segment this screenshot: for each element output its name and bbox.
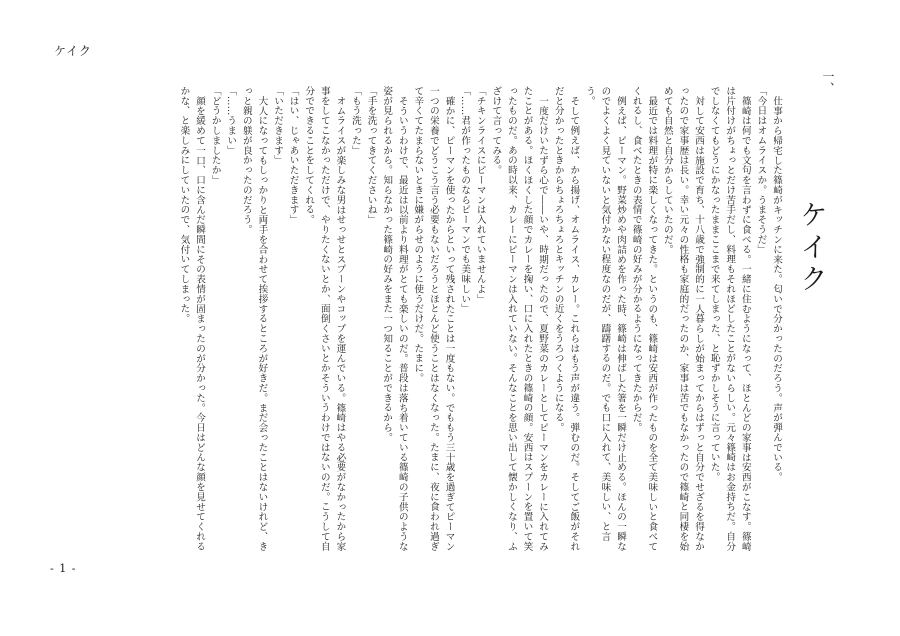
paragraph: 対して安西は施設で育ち、十八歳で強制的に一人暮らしが始まってからはずっと自分でせざるを得なかったので家事歴は長い。幸い元々の性格も家庭的だったのか、家事は苦でもなかったので篠崎と同棲を始めても自然と自分からしていたのだ。 bbox=[661, 86, 705, 552]
paragraph: 顔を緩めて一口、口に含んだ瞬間にその表情が固まったのが分かった。今日はどんな顔を見せてくれるかな、と楽しみにしていたので、気付いてしまった。 bbox=[178, 86, 206, 551]
paragraph: オムライスが楽しみな男はせっせとスプーンやコップを運んでいる。篠崎はやる必要がなかったから家事をしてこなかっただけで、やりたくないとか、面倒くさいとかそういうわけではないのだ。こうして自分でできることをしてくれる。 bbox=[303, 86, 346, 552]
dialogue-line: 「……うまい」 bbox=[225, 86, 237, 156]
body-text bbox=[104, 86, 784, 556]
dialogue-line: 「はい、じゃあいただきます」 bbox=[287, 86, 299, 225]
chapter-title: ケイク bbox=[796, 200, 829, 296]
dialogue-line: 「今日はオムライスか。うまそうだ」 bbox=[755, 86, 767, 255]
paragraph: 例えば、ピーマン。野菜炒めや肉詰めを作った時、篠崎は伸ばした箸を一瞬だけ止める。ほんの一瞬なのでよくよく見ていないと気付かない程度なのだが、躊躇するのだ。でも口に入れて、美味しい、と言う。 bbox=[583, 86, 627, 551]
dialogue-line: 「どうかしましたか」 bbox=[209, 86, 221, 185]
paragraph: 確かに、ピーマンを使ったからといって残されたことは一度もない。でももう三十歳を過ぎてピーマン一つの栄養でどうこう言う必要もないだろうとほとんど使うことはなくなった。たまに、夜に食われ過ぎて辛くてたまらないときに嫌がらせのように使うだけだ。たまに。 bbox=[412, 86, 455, 552]
paragraph: 仕事から帰宅した篠崎がキッチンに来た。匂いで分かったのだろう。声が弾んでいる。 bbox=[771, 95, 782, 482]
paragraph: そういうわけで、最近は以前より料理がとても楽しいのだ。普段は落ち着いている篠崎の子供のような姿が見られるから。知らなかった篠崎の好みをまた一つ知ることができるから。 bbox=[381, 86, 408, 551]
dialogue-line: 「チキンライスにピーマンは入れていませんよ」 bbox=[474, 86, 486, 304]
dialogue-line: 「もう洗った」 bbox=[349, 86, 361, 156]
paragraph: 大人になってもしっかりと両手を合わせて挨拶するところが好きだ。まだ会ったことはないけれど、きっと親の躾が良かったのだろう。 bbox=[240, 86, 268, 551]
dialogue-line: 「……君が作ったものならピーマンでも美味しい」 bbox=[459, 86, 471, 314]
dialogue-line: 「手を洗ってきてくださいね」 bbox=[365, 86, 377, 225]
paragraph: 篠崎は何でも文句を言わずに食べる。一緒に住むようになって、ほとんどの家事は安西がこなす。篠崎は片付けがちょっとだけ苦手だし、料理もそれほどしたことがないらしい。元々篠崎はお金持ちだ。自分でしなくてもどうにかなったままここまで来てしまった、と恥ずかしそうに言っていた。 bbox=[708, 86, 751, 552]
paragraph: 最近では料理が特に楽しくなってきた。というのも、篠崎は安西が作ったものを全て美味しいと食べてくれるし、食べたときの表情で篠崎の好みが分かるようになってきたからだ。 bbox=[630, 86, 658, 551]
running-title: ケイク bbox=[54, 44, 92, 58]
page-number: - 1 - bbox=[50, 562, 77, 575]
dialogue-line: 「いただきます」 bbox=[272, 86, 283, 166]
chapter-number: 一、 bbox=[821, 70, 835, 94]
paragraph: 一度だけいたずら心で――いや、時期だったので、夏野菜のカレーとしてピーマンをカレーに入れてみたことがある。ほくほくした顔でカレーを掬い、口に入れたときの篠崎の顔。安西はスプーンを置いて笑ったものだ。あの時以来、カレーにピーマンは入れていない。そんなことを思い出して懐かしくなり、ふざけて言ってみる。 bbox=[490, 86, 549, 552]
paragraph: そして例えば、から揚げ、オムライス、カレー。これらはもう声が違う。弾むのだ。そしてご飯がそれだと分かったときからちょろちょろとキッチンの近くをうろつくようになる。 bbox=[552, 86, 580, 551]
